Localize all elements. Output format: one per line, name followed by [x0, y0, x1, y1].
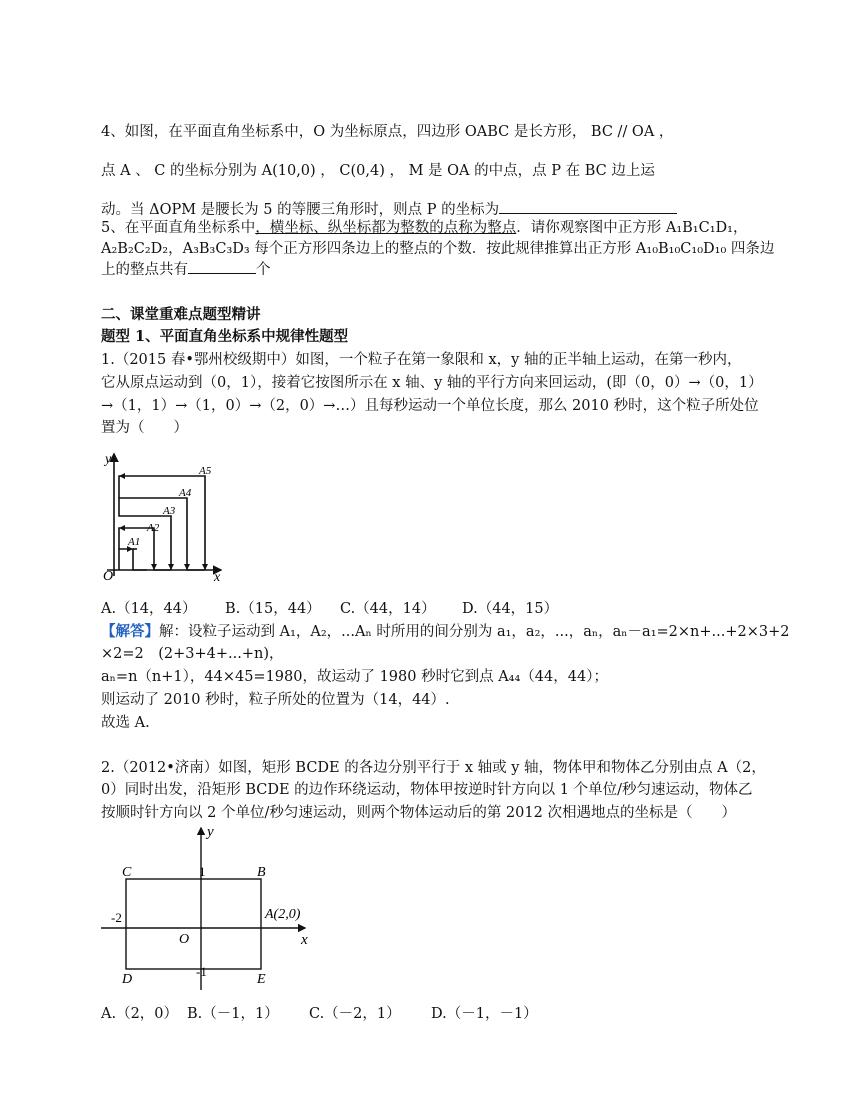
problem-4-line-3-text: 动。当 ΔOPM 是腰长为 5 的等腰三角形时，则点 P 的坐标为 [101, 202, 500, 218]
answer-blank[interactable] [499, 199, 677, 214]
q2-options [101, 1004, 538, 1024]
q1-options [101, 599, 558, 619]
problem-5-text-3a: 上的整点共有 [101, 262, 188, 278]
type-heading: 题型 1、平面直角坐标系中规律性题型 [101, 328, 349, 345]
problem-5-line-3 [101, 259, 271, 280]
point-label-a2: A2 [147, 522, 160, 534]
rectangle-bcde [126, 879, 261, 969]
point-label-a5: A5 [199, 465, 212, 477]
option-c[interactable]: C.（44，14） [340, 601, 436, 617]
particle-path [119, 476, 205, 570]
tick-neg2: -2 [111, 910, 122, 925]
q1-line-2: 它从原点运动到（0，1），接着它按图所示在 x 轴、y 轴的平行方向来回运动，(即（0，0）→（0，1） [101, 375, 763, 391]
problem-5-text-a: 5、在平面直角坐标系中 [101, 220, 256, 236]
q1-line-1: 1.（2015 春•鄂州校级期中）如图，一个粒子在第一象限和 x，y 轴的正半轴上运动，在第一秒内， [101, 352, 742, 368]
q2-figure [97, 822, 317, 992]
problem-5-text-c: ．请你观察图中正方形 A₁B₁C₁D₁， [516, 220, 748, 236]
x-axis-label: x [301, 932, 308, 948]
point-a-label: A(2,0) [265, 907, 301, 922]
problem-5-line-2: A₂B₂C₂D₂，A₃B₃C₃D₃ 每个正方形四条边上的整点的个数．按此规律推算出正方形 A₁₀B₁₀C₁₀D₁₀ 四条边 [101, 241, 775, 257]
y-axis-label: y [105, 452, 112, 467]
q1-line-4: 置为（ ） [101, 420, 188, 436]
problem-5-text-3b: 个 [256, 262, 271, 278]
answer-tag: 【解答】 [101, 623, 159, 640]
origin-label: O [103, 569, 114, 584]
q1-answer-line-4: 则运动了 2010 秒时，粒子所处的位置为（14，44）. [101, 692, 450, 708]
point-label-a1: A1 [128, 536, 141, 548]
q1-answer-line-3: aₙ=n（n+1），44×45=1980，故运动了 1980 秒时它到点 A₄₄（44，44）； [101, 669, 608, 685]
problem-4-line-1: 4、如图，在平面直角坐标系中，O 为坐标原点，四边形 OABC 是长方形， BC // OA ， [101, 124, 674, 140]
q2-line-1: 2.（2012•济南）如图，矩形 BCDE 的各边分别平行于 x 轴或 y 轴，物体甲和物体乙分别由点 A（2， [101, 760, 766, 776]
vertex-d: D [122, 972, 133, 987]
q1-answer-line-5: 故选 A. [101, 715, 150, 731]
problem-4-line-2: 点 A 、 C 的坐标分别为 A(10,0) ， C(0,4) ， M 是 OA 的中点，点 P 在 BC 边上运 [101, 163, 655, 179]
origin-label: O [179, 932, 190, 947]
option-b[interactable]: B.（－1，1） [187, 1006, 279, 1022]
option-c[interactable]: C.（－2，1） [309, 1006, 401, 1022]
q1-line-3: →（1，1）→（1，0）→（2，0）→…）且每秒运动一个单位长度，那么 2010 秒时，这个粒子所处位 [101, 398, 759, 414]
q1-answer-line-2: ×2=2 (2+3+4+...+n)， [101, 646, 284, 662]
option-a[interactable]: A.（14，44） [101, 601, 197, 617]
problem-4-line-3 [101, 199, 677, 220]
q2-line-3: 按顺时针方向以 2 个单位/秒匀速运动，则两个物体运动后的第 2012 次相遇地点的坐标是（ ） [101, 805, 736, 821]
q1-figure [97, 446, 247, 586]
section-heading: 二、课堂重难点题型精讲 [101, 306, 261, 323]
vertex-c: C [122, 865, 132, 880]
option-d[interactable]: D.（44，15） [462, 601, 559, 617]
option-a[interactable]: A.（2，0） [101, 1006, 179, 1022]
answer-text-1: 解：设粒子运动到 A₁，A₂，...Aₙ 时所用的间分别为 a₁，a₂，...，aₙ，aₙ－a₁=2×n+...+2×3+2 [159, 624, 790, 640]
problem-5-text-underlined: ，横坐标、纵坐标都为整数的点称为整点 [255, 220, 517, 236]
x-axis-label: x [214, 570, 221, 585]
point-label-a4: A4 [179, 487, 192, 499]
tick-neg1: -1 [196, 964, 207, 979]
problem-5-line-1 [101, 218, 747, 238]
vertex-b: B [257, 865, 266, 880]
option-b[interactable]: B.（15，44） [225, 601, 321, 617]
answer-blank[interactable] [188, 259, 256, 274]
y-axis-label: y [207, 824, 214, 840]
q1-answer-line-1 [101, 622, 789, 642]
q2-line-2: 0）同时出发，沿矩形 BCDE 的边作环绕运动，物体甲按逆时针方向以 1 个单位/秒匀速运动，物体乙 [101, 782, 753, 798]
tick-1: 1 [199, 864, 206, 879]
vertex-e: E [257, 972, 266, 987]
option-d[interactable]: D.（－1，－1） [431, 1006, 538, 1022]
point-label-a3: A3 [163, 505, 176, 517]
